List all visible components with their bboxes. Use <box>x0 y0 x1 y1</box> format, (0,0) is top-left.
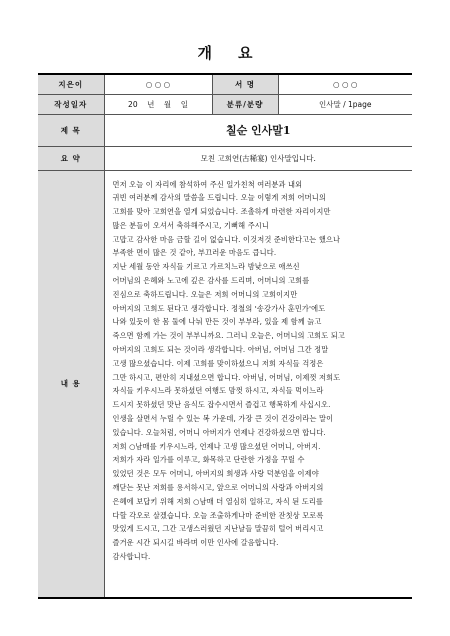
author-label: 지은이 <box>38 74 104 94</box>
content-line: 죽으면 함께 가는 것이 부부니까요. 그러니 오늘은, 어머니의 고희도 되고 <box>112 331 345 341</box>
content-line: 저희가 자라 일가를 이루고, 화목하고 단란한 가정을 꾸릴 수 <box>112 455 305 465</box>
content-line: 아버지의 고희도 되는 것이라 생각합니다. 아버님, 어머님 그간 정말 <box>112 345 329 355</box>
content-line: 있었던 것은 모두 어머니, 아버지의 희생과 사랑 덕분임을 이제야 <box>112 469 319 479</box>
content-line: 저희 ○남매를 키우시느라, 언제나 고생 많으셨던 어머니, 아버지. <box>112 441 321 451</box>
content-line: 감사합니다. <box>112 552 151 562</box>
content-line: 아버지의 고희도 된다고 생각합니다. 정철의 '송강가사 훈민가'에도 <box>112 303 326 313</box>
content-line: 다할 각오로 살겠습니다. 오늘 조출하게나마 준비한 잔칫상 모로록 <box>112 510 324 520</box>
content-line: 드시지 못하셨던 맛난 음식도 잡수시면서 즐겁고 행복하게 사십시오. <box>112 400 331 410</box>
document-form-table <box>38 73 412 599</box>
subject-value <box>104 114 412 146</box>
signature-label: 서 명 <box>212 74 278 94</box>
content-line: 먼저 오늘 이 자리에 참석하여 주신 일가친척 여러분과 내외 <box>112 179 303 189</box>
signature-value: ○ ○ ○ <box>278 74 412 94</box>
content-cell <box>104 170 412 598</box>
content-line: 그만 하시고, 편안히 지내셨으면 합니다. 아버님, 어머님, 이제껏 저희도 <box>112 372 341 382</box>
content-label: 내 용 <box>38 170 104 598</box>
subject-row <box>38 114 412 146</box>
summary-row <box>38 146 412 170</box>
date-value: 20 년 월 일 <box>104 94 212 114</box>
content-row <box>38 170 412 598</box>
date-row <box>38 94 412 114</box>
content-line: 자식들 키우시느라 못하셨던 여행도 맘껏 하시고, 자식들 먹이느라 <box>112 386 324 396</box>
content-line: 인생을 살면서 누릴 수 있는 복 가운데, 가장 큰 것이 건강이라는 말이 <box>112 414 334 424</box>
content-line: 고희를 맞아 고희연을 열게 되었습니다. 조촐하게 마련한 자리이지만 <box>112 207 331 217</box>
content-text <box>113 178 407 564</box>
content-line: 어머님의 은혜와 노고에 깊은 감사를 드리며, 어머니의 고희를 <box>112 276 310 286</box>
category-value: 인사말 / 1page <box>278 94 412 114</box>
content-line: 즐거운 시간 되시길 바라며 이만 인사에 갈음합니다. <box>112 538 279 548</box>
content-line: 맛있게 드시고, 그간 고생스러웠던 지난날들 말끔히 털어 버리시고 <box>112 524 324 534</box>
content-line: 나와 있듯이 한 몸 둘에 나눠 만든 것이 부부라, 있을 제 함께 늙고 <box>112 317 322 327</box>
summary-value: 모친 고희연(古稀宴) 인사말입니다. <box>104 146 412 170</box>
page-title: 개요 <box>197 44 279 62</box>
category-label: 분류/분량 <box>212 94 278 114</box>
subject-label: 제 목 <box>38 114 104 146</box>
content-line: 귀빈 여러분께 감사의 말씀을 드립니다. 오늘 이렇게 저희 어머니의 <box>112 193 326 203</box>
content-line: 있습니다. 오늘처럼, 어머니 아버지가 언제나 건강하셨으면 합니다. <box>112 427 326 437</box>
subject-text: 칠순 인사말1 <box>225 124 291 137</box>
author-row <box>38 74 412 94</box>
content-line: 부족한 면이 많은 것 같아, 부끄러운 마음도 큽니다. <box>112 248 277 258</box>
content-line: 진심으로 축하드립니다. 오늘은 저희 어머니의 고희이지만 <box>112 289 298 299</box>
content-line: 고맙고 감사한 마음 금할 길이 없습니다. 이것저것 준비한다고는 했으나 <box>112 234 341 244</box>
author-value: ○ ○ ○ <box>104 74 212 94</box>
content-line: 지난 세월 동안 자식들 기르고 가르치느라 밤낮으로 애쓰신 <box>112 262 300 272</box>
content-line: 많은 분들이 오셔서 축하해주시고, 기뻐해 주시니 <box>112 220 269 230</box>
content-line: 고생 많으셨습니다. 이제 고희를 맞이하셨으니 저희 자식들 걱정은 <box>112 358 324 368</box>
content-line: 은혜에 보답키 위해 저희 ○남매 더 열심히 일하고, 자식 된 도리를 <box>112 496 324 506</box>
content-line: 깨닫는 못난 저희를 용서하시고, 앞으로 어머니의 사랑과 아버지의 <box>112 483 324 493</box>
date-label: 작성일자 <box>38 94 104 114</box>
summary-label: 요 약 <box>38 146 104 170</box>
